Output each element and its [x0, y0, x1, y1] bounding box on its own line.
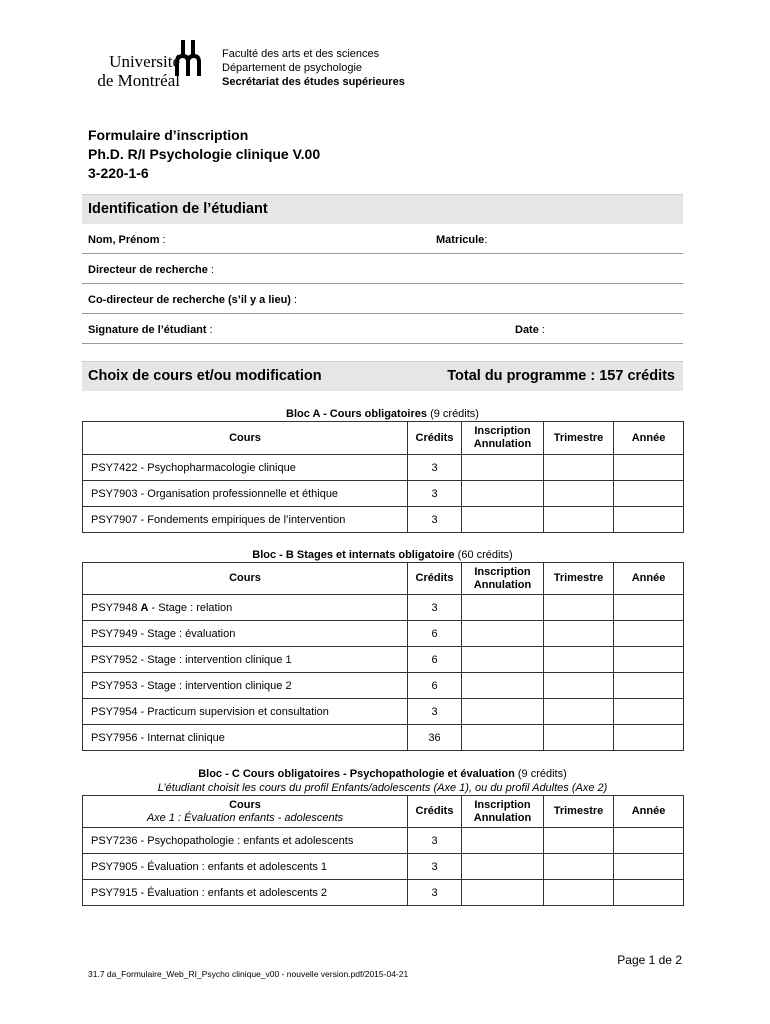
course-cell: PSY7953 - Stage : intervention clinique 2 — [83, 673, 408, 699]
col-cours: Cours — [83, 422, 408, 455]
annee-cell[interactable] — [614, 621, 684, 647]
trimestre-cell[interactable] — [544, 621, 614, 647]
form-title — [88, 126, 320, 183]
table-row — [83, 481, 684, 507]
course-cell: PSY7949 - Stage : évaluation — [83, 621, 408, 647]
course-cell: PSY7915 - Évaluation : enfants et adolescents 2 — [83, 880, 408, 906]
table-row — [83, 455, 684, 481]
credits-cell: 3 — [408, 595, 462, 621]
bloc-c-note-text: L’étudiant choisit les cours du profil Enfants/adolescents (Axe 1), ou du profil Adultes (Axe 2) — [157, 782, 608, 794]
trimestre-cell[interactable] — [544, 725, 614, 751]
credits-cell: 6 — [408, 673, 462, 699]
annee-cell[interactable] — [614, 455, 684, 481]
faculty-name: Faculté des arts et des sciences — [222, 48, 380, 60]
annee-cell[interactable] — [614, 828, 684, 854]
matricule-field[interactable]: Matricule: — [436, 234, 488, 246]
table-row — [83, 621, 684, 647]
col-trimestre: Trimestre — [544, 422, 614, 455]
course-cell — [83, 595, 408, 621]
table-row — [83, 699, 684, 725]
annee-cell[interactable] — [614, 647, 684, 673]
codirector-label: Co-directeur de recherche (s’il y a lieu) — [88, 294, 291, 306]
annee-cell[interactable] — [614, 725, 684, 751]
bloc-c-table — [82, 795, 684, 906]
col-inscription-label: Inscription — [474, 425, 531, 437]
name-label: Nom, Prénom — [88, 234, 160, 246]
trimestre-cell[interactable] — [544, 595, 614, 621]
credits-cell: 6 — [408, 621, 462, 647]
bloc-a-title — [82, 408, 683, 420]
credits-cell: 3 — [408, 455, 462, 481]
credits-cell: 3 — [408, 507, 462, 533]
course-option: A — [140, 601, 149, 614]
col-trimestre: Trimestre — [544, 563, 614, 595]
bloc-a-name: Bloc A - Cours obligatoires — [286, 408, 427, 420]
choix-section-header — [82, 361, 683, 391]
department-name: Département de psychologie — [222, 62, 363, 74]
annee-cell[interactable] — [614, 481, 684, 507]
trimestre-cell[interactable] — [544, 481, 614, 507]
bloc-c-title — [82, 768, 683, 780]
bloc-c-name: Bloc - C Cours obligatoires - Psychopathologie et évaluation — [198, 768, 515, 780]
signature-row[interactable] — [82, 314, 683, 344]
course-cell: PSY7236 - Psychopathologie : enfants et adolescents — [83, 828, 408, 854]
inscription-cell[interactable] — [462, 828, 544, 854]
credits-cell: 6 — [408, 647, 462, 673]
inscription-cell[interactable] — [462, 699, 544, 725]
trimestre-cell[interactable] — [544, 455, 614, 481]
table-row — [83, 673, 684, 699]
course-code: PSY7948 — [91, 601, 138, 614]
name-field[interactable]: Nom, Prénom : — [88, 234, 166, 246]
trimestre-cell[interactable] — [544, 507, 614, 533]
choix-title: Choix de cours et/ou modification — [88, 368, 322, 384]
inscription-cell[interactable] — [462, 455, 544, 481]
col-cours-label: Cours — [229, 798, 261, 811]
identification-title: Identification de l’étudiant — [88, 201, 268, 217]
credits-cell: 3 — [408, 854, 462, 880]
secretariat-name: Secrétariat des études supérieures — [222, 76, 405, 88]
table-header-row — [83, 563, 684, 595]
annee-cell[interactable] — [614, 595, 684, 621]
form-code: 3-220-1-6 — [88, 165, 149, 181]
table-header-row — [83, 796, 684, 828]
university-logo-icon — [174, 38, 204, 80]
col-inscription — [462, 422, 544, 455]
trimestre-cell[interactable] — [544, 699, 614, 725]
codirector-field[interactable]: Co-directeur de recherche (s’il y a lieu) : — [88, 294, 298, 306]
trimestre-cell[interactable] — [544, 880, 614, 906]
logo-line-1: Université — [109, 52, 180, 71]
col-annee: Année — [614, 563, 684, 595]
director-field[interactable]: Directeur de recherche : — [88, 264, 214, 276]
form-title-line-2: Ph.D. R/I Psychologie clinique V.00 — [88, 146, 321, 162]
inscription-cell[interactable] — [462, 880, 544, 906]
bloc-b-table — [82, 562, 684, 751]
footer-filename: 31.7 da_Formulaire_Web_RI_Psycho clinique_v00 - nouvelle version.pdf/2015-04-21 — [88, 969, 409, 979]
date-label: Date — [515, 324, 539, 336]
course-cell: PSY7952 - Stage : intervention clinique 1 — [83, 647, 408, 673]
course-cell: PSY7954 - Practicum supervision et consultation — [83, 699, 408, 725]
table-row — [83, 595, 684, 621]
inscription-cell[interactable] — [462, 673, 544, 699]
matricule-label: Matricule — [436, 234, 485, 246]
bloc-a-table — [82, 421, 684, 533]
inscription-cell[interactable] — [462, 595, 544, 621]
credits-cell: 3 — [408, 828, 462, 854]
col-credits: Crédits — [408, 422, 462, 455]
bloc-b-name: Bloc - B Stages et internats obligatoire — [252, 549, 455, 561]
annee-cell[interactable] — [614, 880, 684, 906]
course-cell: PSY7905 - Évaluation : enfants et adolescents 1 — [83, 854, 408, 880]
col-annulation-label: Annulation — [473, 438, 532, 450]
col-annee: Année — [614, 422, 684, 455]
bloc-c-credits: (9 crédits) — [517, 768, 567, 780]
table-row — [83, 507, 684, 533]
signature-field[interactable]: Signature de l’étudiant : — [88, 324, 213, 336]
signature-label: Signature de l’étudiant — [88, 324, 207, 336]
course-cell: PSY7956 - Internat clinique — [83, 725, 408, 751]
credits-cell: 3 — [408, 880, 462, 906]
form-title-line-1: Formulaire d’inscription — [88, 127, 249, 143]
inscription-cell[interactable] — [462, 481, 544, 507]
bloc-b-title — [82, 549, 683, 561]
col-inscription — [462, 563, 544, 595]
inscription-cell[interactable] — [462, 647, 544, 673]
table-row — [83, 828, 684, 854]
col-inscription-label: Inscription — [474, 798, 531, 811]
page-number: Page 1 de 2 — [617, 953, 682, 967]
course-cell: PSY7907 - Fondements empiriques de l’intervention — [83, 507, 408, 533]
table-row — [83, 854, 684, 880]
identification-section-header — [82, 194, 683, 224]
col-cours: Cours — [83, 563, 408, 595]
course-title: - Stage : relation — [148, 601, 233, 614]
table-header-row — [83, 422, 684, 455]
annee-cell[interactable] — [614, 507, 684, 533]
col-credits: Crédits — [408, 796, 462, 828]
name-row[interactable] — [82, 224, 683, 254]
table-row — [83, 725, 684, 751]
table-row — [83, 880, 684, 906]
director-row[interactable] — [82, 254, 683, 284]
program-total: Total du programme : 157 crédits — [447, 368, 675, 384]
annee-cell[interactable] — [614, 673, 684, 699]
col-annulation-label: Annulation — [473, 811, 532, 824]
trimestre-cell[interactable] — [544, 673, 614, 699]
trimestre-cell[interactable] — [544, 854, 614, 880]
annee-cell[interactable] — [614, 854, 684, 880]
inscription-cell[interactable] — [462, 621, 544, 647]
bloc-c-note — [82, 782, 683, 794]
faculty-block — [222, 47, 405, 89]
col-annee: Année — [614, 796, 684, 828]
logo-line-2: de Montréal — [97, 71, 180, 90]
col-credits: Crédits — [408, 563, 462, 595]
course-cell: PSY7422 - Psychopharmacologie clinique — [83, 455, 408, 481]
col-inscription — [462, 796, 544, 828]
col-annulation-label: Annulation — [473, 578, 532, 591]
inscription-cell[interactable] — [462, 507, 544, 533]
credits-cell: 3 — [408, 481, 462, 507]
credits-cell: 36 — [408, 725, 462, 751]
col-cours — [83, 796, 408, 828]
codirector-row[interactable] — [82, 284, 683, 314]
col-trimestre: Trimestre — [544, 796, 614, 828]
director-label: Directeur de recherche — [88, 264, 208, 276]
date-field[interactable]: Date : — [515, 324, 545, 336]
col-inscription-label: Inscription — [474, 565, 531, 578]
trimestre-cell[interactable] — [544, 647, 614, 673]
inscription-cell[interactable] — [462, 854, 544, 880]
university-logo-text — [80, 52, 180, 90]
credits-cell: 3 — [408, 699, 462, 725]
trimestre-cell[interactable] — [544, 828, 614, 854]
course-cell: PSY7903 - Organisation professionnelle et éthique — [83, 481, 408, 507]
inscription-cell[interactable] — [462, 725, 544, 751]
bloc-a-credits: (9 crédits) — [430, 408, 479, 420]
table-row — [83, 647, 684, 673]
axe-label: Axe 1 : Évaluation enfants - adolescents — [146, 811, 344, 824]
annee-cell[interactable] — [614, 699, 684, 725]
bloc-b-credits: (60 crédits) — [457, 549, 513, 561]
